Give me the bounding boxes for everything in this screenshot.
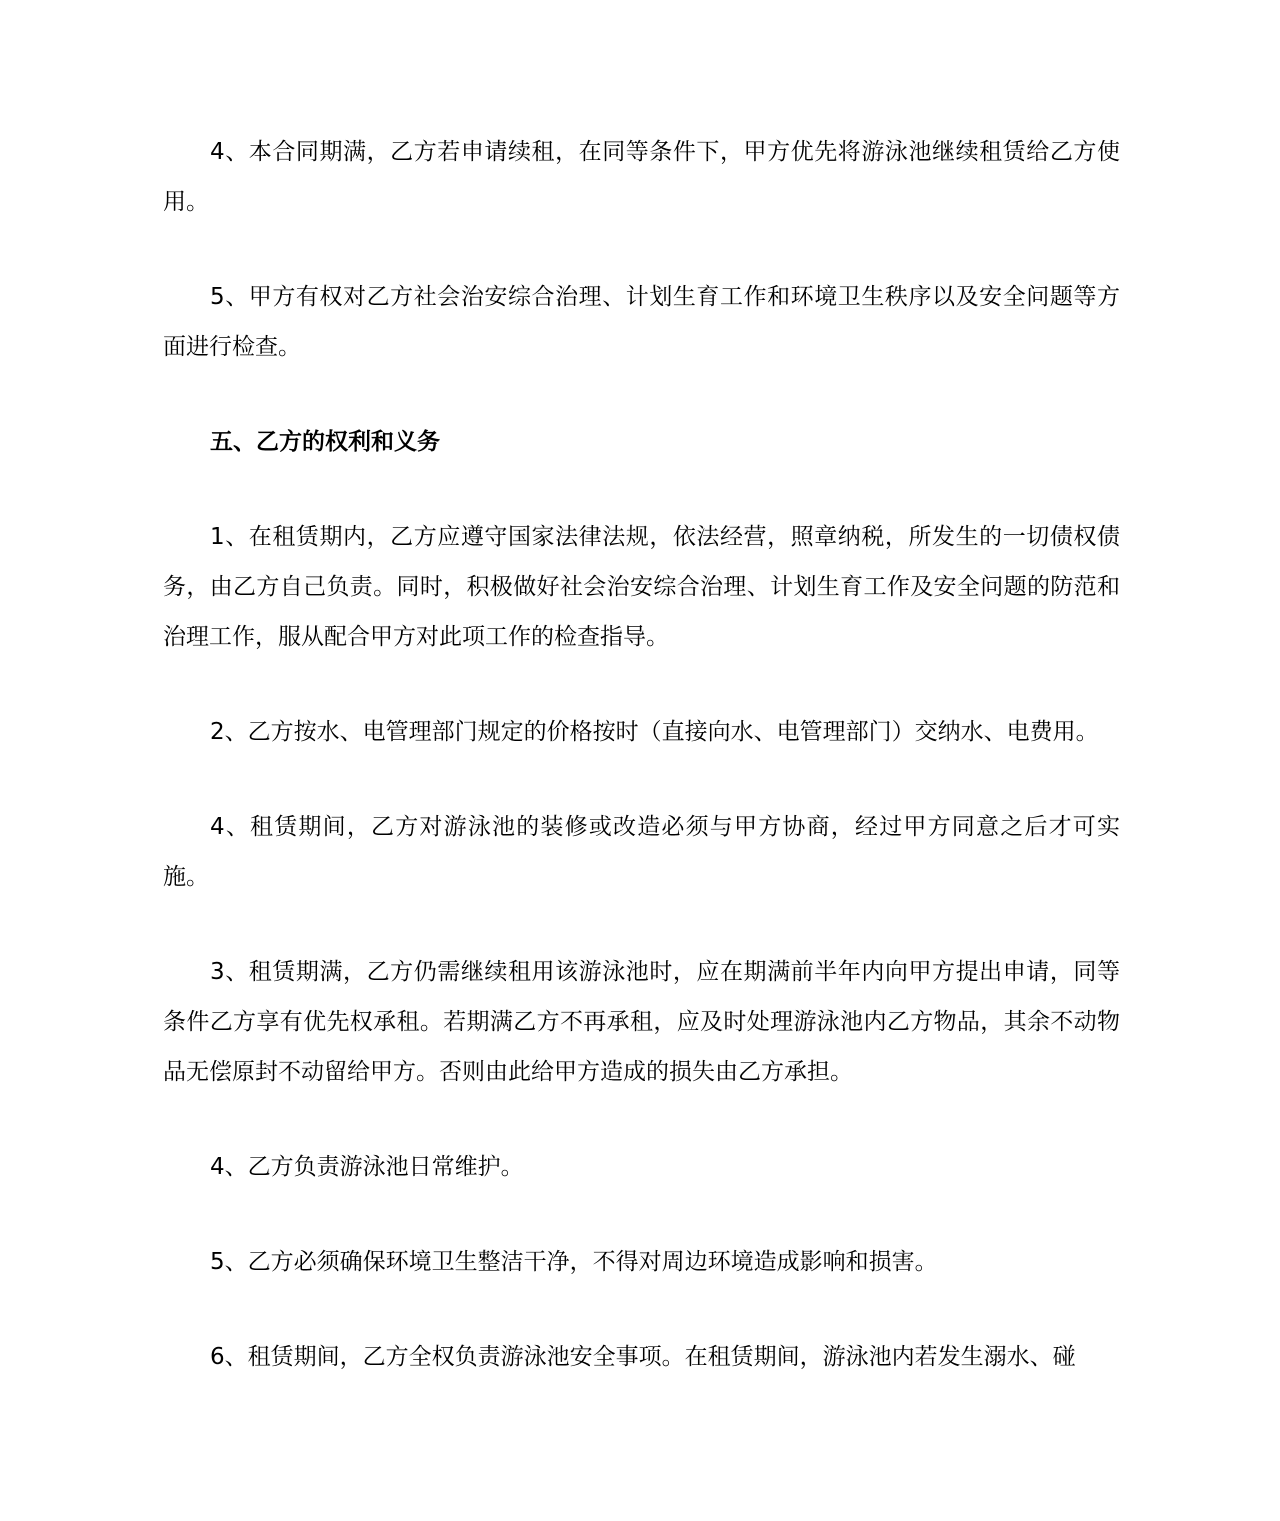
clause-2-utilities: 2、乙方按水、电管理部门规定的价格按时（直接向水、电管理部门）交纳水、电费用。 — [210, 719, 1099, 745]
clause-4-renewal: 4、本合同期满，乙方若申请续租，在同等条件下，甲方优先将游泳池继续租赁给乙方使用。 — [163, 139, 1120, 215]
clause-6-safety: 6、租赁期间，乙方全权负责游泳池安全事项。在租赁期间，游泳池内若发生溺水、碰 — [210, 1344, 1076, 1370]
clause-5-inspection: 5、甲方有权对乙方社会治安综合治理、计划生育工作和环境卫生秩序以及安全问题等方面进行检查。 — [163, 284, 1120, 360]
clause-4-renovation: 4、租赁期间，乙方对游泳池的装修或改造必须与甲方协商，经过甲方同意之后才可实施。 — [163, 814, 1120, 890]
clause-1-compliance: 1、在租赁期内，乙方应遵守国家法律法规，依法经营，照章纳税，所发生的一切债权债务，由乙方自己负责。同时，积极做好社会治安综合治理、计划生育工作及安全问题的防范和治理工作，服从配合甲方对此项工作的检查指导。 — [163, 524, 1120, 650]
clause-3-lease-expiry: 3、租赁期满，乙方仍需继续租用该游泳池时，应在期满前半年内向甲方提出申请，同等条件乙方享有优先权承租。若期满乙方不再承租，应及时处理游泳池内乙方物品，其余不动物品无偿原封不动留给甲方。否则由此给甲方造成的损失由乙方承担。 — [163, 959, 1120, 1085]
clause-5-hygiene: 5、乙方必须确保环境卫生整洁干净，不得对周边环境造成影响和损害。 — [210, 1249, 938, 1275]
clause-4-maintenance: 4、乙方负责游泳池日常维护。 — [210, 1154, 524, 1180]
section-heading: 五、乙方的权利和义务 — [210, 429, 440, 455]
document-page — [163, 127, 1120, 1427]
